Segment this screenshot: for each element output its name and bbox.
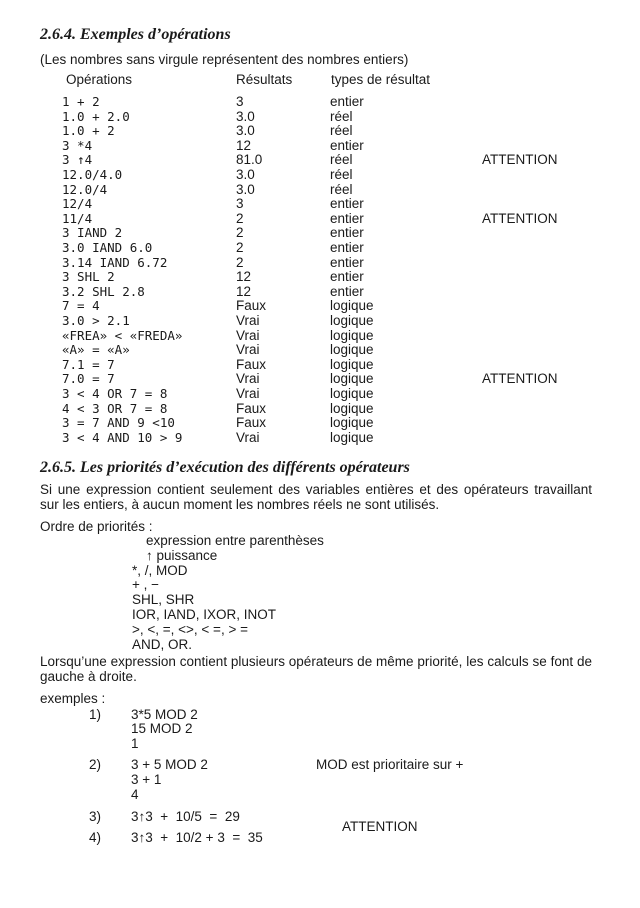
table-row xyxy=(0,329,640,344)
result-type-cell: logique xyxy=(330,298,374,314)
result-cell: 12 xyxy=(236,269,252,285)
operation-cell: 12.0/4 xyxy=(62,181,108,197)
result-type-cell: entier xyxy=(330,254,364,270)
result-cell: 3.0 xyxy=(236,181,255,197)
header-operations: Opérations xyxy=(66,72,133,87)
table-row xyxy=(0,95,640,110)
header-results: Résultats xyxy=(236,72,293,87)
priority-item: AND, OR. xyxy=(132,636,193,652)
operation-cell: 12.0/4.0 xyxy=(62,167,123,182)
operation-cell: 7.0 = 7 xyxy=(62,371,115,387)
operation-cell: 3.14 IAND 6.72 xyxy=(62,254,168,270)
result-cell: 2 xyxy=(236,254,244,270)
result-type-cell: réel xyxy=(330,123,353,139)
operation-cell: 7 = 4 xyxy=(62,298,100,314)
attention-note: ATTENTION xyxy=(482,210,558,226)
result-cell: Vrai xyxy=(236,327,260,343)
table-header xyxy=(0,73,640,88)
table-row xyxy=(0,168,640,183)
result-cell: 81.0 xyxy=(236,152,263,168)
example-number: 4) xyxy=(89,830,102,845)
result-cell: Vrai xyxy=(236,371,260,387)
operation-cell: 3.0 IAND 6.0 xyxy=(62,240,153,255)
operation-cell: 7.1 = 7 xyxy=(62,356,115,372)
table-row xyxy=(0,110,640,125)
table-row xyxy=(0,226,640,241)
attention-note: ATTENTION xyxy=(482,371,558,387)
operation-cell: «A» = «A» xyxy=(62,342,130,358)
result-type-cell: entier xyxy=(330,225,364,241)
result-cell: 2 xyxy=(236,240,244,255)
operation-cell: 1.0 + 2 xyxy=(62,123,115,139)
priority-list xyxy=(132,534,432,654)
result-type-cell: réel xyxy=(330,181,353,197)
result-cell: 12 xyxy=(236,137,252,153)
result-type-cell: entier xyxy=(330,196,364,212)
table-row xyxy=(0,358,640,373)
examples-label: exemples : xyxy=(40,691,106,706)
result-cell: Faux xyxy=(236,415,267,431)
section-title-operations: 2.6.4. Exemples d’opérations xyxy=(40,26,231,43)
priority-item: + , − xyxy=(132,577,160,593)
result-cell: Faux xyxy=(236,400,267,416)
operation-cell: 3 IAND 2 xyxy=(62,225,123,241)
table-row xyxy=(0,153,640,168)
table-row xyxy=(0,372,640,387)
header-result-types: types de résultat xyxy=(331,72,431,87)
result-type-cell: entier xyxy=(330,137,364,153)
example-number: 2) xyxy=(89,757,102,772)
priority-item: ↑ puissance xyxy=(146,547,218,563)
operation-cell: 3 SHL 2 xyxy=(62,269,115,285)
priority-item: >, <, =, <>, < =, > = xyxy=(132,621,248,637)
result-cell: 3 xyxy=(236,94,244,109)
result-cell: 2 xyxy=(236,210,244,226)
operations-table xyxy=(0,73,640,453)
table-row xyxy=(0,402,640,417)
result-type-cell: réel xyxy=(330,108,353,124)
operation-cell: 1 + 2 xyxy=(62,94,100,109)
example-number: 1) xyxy=(89,707,102,722)
result-type-cell: logique xyxy=(330,386,374,401)
operation-cell: 4 < 3 OR 7 = 8 xyxy=(62,400,168,416)
result-cell: 3.0 xyxy=(236,108,255,124)
example-line: 3↑3 + 10/2 + 3 = 35 xyxy=(131,830,263,845)
result-cell: Vrai xyxy=(236,386,260,401)
attention-note: ATTENTION xyxy=(482,152,558,168)
result-type-cell: logique xyxy=(330,400,374,416)
table-row xyxy=(0,431,640,446)
table-row xyxy=(0,197,640,212)
result-type-cell: réel xyxy=(330,152,353,168)
result-type-cell: logique xyxy=(330,415,374,431)
priority-item: SHL, SHR xyxy=(132,592,195,608)
operation-cell: 3 *4 xyxy=(62,137,93,153)
result-type-cell: entier xyxy=(330,240,364,255)
result-type-cell: réel xyxy=(330,167,353,182)
priority-item: *, /, MOD xyxy=(132,562,188,578)
table-row xyxy=(0,387,640,402)
result-type-cell: logique xyxy=(330,342,374,358)
result-type-cell: entier xyxy=(330,283,364,299)
result-type-cell: entier xyxy=(330,210,364,226)
result-cell: Faux xyxy=(236,298,267,314)
attention-note: ATTENTION xyxy=(342,819,418,834)
operation-cell: 11/4 xyxy=(62,210,93,226)
section-subtitle: (Les nombres sans virgule représentent des nombres entiers) xyxy=(40,52,409,67)
result-type-cell: logique xyxy=(330,429,374,445)
operation-cell: 3 < 4 OR 7 = 8 xyxy=(62,386,168,401)
table-row xyxy=(0,241,640,256)
result-cell: 2 xyxy=(236,225,244,241)
example-line: 3*5 MOD 2 xyxy=(131,707,198,722)
priority-item: IOR, IAND, IXOR, INOT xyxy=(132,607,277,622)
table-row xyxy=(0,343,640,358)
example-line: 4 xyxy=(131,787,139,802)
example-note: MOD est prioritaire sur + xyxy=(316,757,464,772)
result-cell: Vrai xyxy=(236,342,260,358)
priority-order-label: Ordre de priorités : xyxy=(40,519,153,534)
result-cell: 3.0 xyxy=(236,167,255,182)
result-type-cell: logique xyxy=(330,356,374,372)
example-line: 15 MOD 2 xyxy=(131,721,193,736)
result-type-cell: entier xyxy=(330,269,364,285)
result-cell: Vrai xyxy=(236,429,260,445)
example-line: 1 xyxy=(131,736,139,751)
operation-cell: 1.0 + 2.0 xyxy=(62,108,130,124)
operation-cell: 3.2 SHL 2.8 xyxy=(62,283,145,299)
table-row xyxy=(0,183,640,198)
result-type-cell: logique xyxy=(330,313,374,328)
table-row xyxy=(0,314,640,329)
table-row xyxy=(0,124,640,139)
table-row xyxy=(0,416,640,431)
table-row xyxy=(0,299,640,314)
table-row xyxy=(0,270,640,285)
result-cell: 3 xyxy=(236,196,244,212)
result-cell: 3.0 xyxy=(236,123,255,139)
example-line: 3↑3 + 10/5 = 29 xyxy=(131,809,240,824)
operation-cell: 3 < 4 AND 10 > 9 xyxy=(62,429,183,445)
operation-cell: 3 = 7 AND 9 <10 xyxy=(62,415,175,431)
result-cell: Faux xyxy=(236,356,267,372)
table-row xyxy=(0,139,640,154)
example-line: 3 + 5 MOD 2 xyxy=(131,757,208,772)
operation-cell: «FREA» < «FREDA» xyxy=(62,327,183,343)
paragraph-same-priority: Lorsqu’une expression contient plusieurs opérateurs de même priorité, les calculs se font de gauche à droite. xyxy=(40,654,592,684)
result-type-cell: logique xyxy=(330,371,374,387)
table-row xyxy=(0,212,640,227)
result-type-cell: logique xyxy=(330,327,374,343)
priority-item: expression entre parenthèses xyxy=(146,533,324,548)
result-cell: 12 xyxy=(236,283,252,299)
example-number: 3) xyxy=(89,809,102,824)
result-cell: Vrai xyxy=(236,313,260,328)
table-row xyxy=(0,285,640,300)
section-title-priorities: 2.6.5. Les priorités d’exécution des différents opérateurs xyxy=(40,459,410,476)
operation-cell: 3 ↑4 xyxy=(62,152,93,168)
paragraph-integers: Si une expression contient seulement des variables entières et des opérateurs travaillant sur les entiers, à aucun moment les nombres réels ne sont utilisés. xyxy=(40,482,592,512)
table-row xyxy=(0,256,640,271)
operation-cell: 12/4 xyxy=(62,196,93,212)
result-type-cell: entier xyxy=(330,94,364,109)
example-line: 3 + 1 xyxy=(131,772,162,787)
operation-cell: 3.0 > 2.1 xyxy=(62,313,130,328)
